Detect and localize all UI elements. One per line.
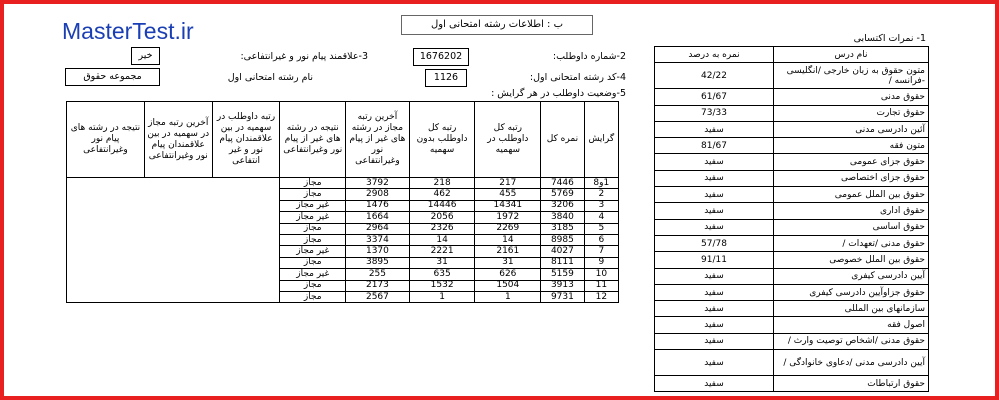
status-header-score: نمره کل [541,102,584,178]
status-cell-last-rank: 3374 [346,234,410,245]
course-name: حقوق جزاوآیین دادرسی کیفری [774,284,929,300]
status-cell-group: 9 [584,257,618,268]
status-cell-score: 9731 [541,291,584,302]
grades-row [655,105,929,121]
course-grade: سفید [655,301,774,317]
status-cell-rank-quota: 14341 [475,200,541,211]
course-name: متون حقوق به زبان خارجی /انگلیسی -فرانسه / [774,63,929,89]
grades-row [655,301,929,317]
course-grade: 91/11 [655,252,774,268]
status-cell-rank-quota: 2269 [475,223,541,234]
status-body [67,178,619,303]
status-cell-score: 5769 [541,189,584,200]
status-cell-result-other: مجاز [280,223,346,234]
course-name: حقوق مدنی [774,89,929,105]
status-cell-last-rank: 2908 [346,189,410,200]
status-cell-score: 3206 [541,200,584,211]
status-cell-rank-quota: 1972 [475,212,541,223]
status-cell-last-rank: 1370 [346,246,410,257]
status-cell-group: 3 [584,200,618,211]
course-name: حقوق ارتباطات [774,376,929,392]
status-cell-result-other: غیر مجاز [280,269,346,280]
course-name: حقوق جزای اختصاصی [774,170,929,186]
status-cell-last-rank: 255 [346,269,410,280]
status-cell-rank-no-quota: 462 [409,189,475,200]
course-grade: سفید [655,121,774,137]
course-grade: سفید [655,219,774,235]
status-cell-result-other: مجاز [280,291,346,302]
course-name: متون فقه [774,138,929,154]
status-cell-group: 12 [584,291,618,302]
course-grade: سفید [655,333,774,349]
grades-row [655,170,929,186]
status-cell-rank-no-quota: 31 [409,257,475,268]
site-logo[interactable]: MasterTest.ir [62,18,194,44]
course-grade: سفید [655,187,774,203]
grades-row [655,284,929,300]
status-cell-last-rank: 2964 [346,223,410,234]
status-cell-rank-no-quota: 14 [409,234,475,245]
status-cell-rank-no-quota: 2221 [409,246,475,257]
status-cell-result-other: مجاز [280,257,346,268]
course-grade: سفید [655,154,774,170]
field-code-label: 4-کد رشته امتحانی اول: [529,72,626,83]
grades-row [655,317,929,333]
course-name: آیین دادرسی مدنی /دعاوی خانوادگی / [774,350,929,376]
grades-row [655,187,929,203]
status-cell-score: 3840 [541,212,584,223]
status-cell-last-rank: 3792 [346,178,410,189]
course-grade: 57/78 [655,235,774,251]
status-cell-rank-no-quota: 14446 [409,200,475,211]
candidate-no-label: 2-شماره داوطلب: [552,51,626,62]
course-name: آیین دادرسی کیفری [774,268,929,284]
status-cell-score: 4027 [541,246,584,257]
status-cell-group: 2 [584,189,618,200]
status-cell-group: 7 [584,246,618,257]
grades-row [655,376,929,392]
course-name: آئین دادرسی مدنی [774,121,929,137]
status-cell-result-other: غیر مجاز [280,246,346,257]
course-grade: سفید [655,376,774,392]
course-grade: سفید [655,350,774,376]
grades-row [655,219,929,235]
status-header-rank-quota: رتبه کل داوطلب در سهمیه [475,102,541,178]
status-cell-group: 4 [584,212,618,223]
status-cell-result-other: غیر مجاز [280,200,346,211]
status-header-rank-pn: رتبه داوطلب در سهمیه در بین علاقمندان پیام نور و غیر انتفاعی [212,102,280,178]
status-cell-result-other: غیر مجاز [280,212,346,223]
payam-noor-value: خیر [131,47,160,65]
status-cell-rank-no-quota: 635 [409,269,475,280]
status-cell-rank-no-quota: 2326 [409,223,475,234]
grades-row [655,89,929,105]
status-cell-last-rank: 3895 [346,257,410,268]
status-cell-score: 7446 [541,178,584,189]
grades-body [655,63,929,392]
status-cell-score: 3185 [541,223,584,234]
grades-section-label: 1- نمرات اکتسابی [853,33,926,44]
section-title: ب : اطلاعات رشته امتحانی اول [401,15,593,35]
course-name: حقوق بین الملل خصوصی [774,252,929,268]
status-cell-group: 1و8 [584,178,618,189]
status-cell-score: 3913 [541,280,584,291]
grades-row [655,203,929,219]
status-cell-rank-no-quota: 1 [409,291,475,302]
status-cell-rank-quota: 626 [475,269,541,280]
grades-row [655,154,929,170]
grades-row [655,268,929,284]
grades-row [655,235,929,251]
status-header-rank-no-quota: رتبه کل داوطلب بدون سهمیه [409,102,475,178]
grades-row [655,252,929,268]
status-row [67,178,619,189]
status-cell-rank-no-quota: 218 [409,178,475,189]
status-cell-group: 6 [584,234,618,245]
field-name-label: نام رشته امتحانی اول [227,72,313,83]
status-pn-empty-area [67,178,280,303]
course-grade: سفید [655,268,774,284]
status-cell-group: 10 [584,269,618,280]
status-header-row [67,102,619,178]
course-grade: سفید [655,170,774,186]
grades-row [655,350,929,376]
course-name: اصول فقه [774,317,929,333]
field-name-value: مجموعه حقوق [65,68,160,86]
status-cell-result-other: مجاز [280,178,346,189]
status-header-group: گرایش [584,102,618,178]
grades-table [654,46,929,392]
grades-header-course: نام درس [774,47,929,63]
grades-row [655,138,929,154]
course-name: حقوق تجارت [774,105,929,121]
course-grade: 42/22 [655,63,774,89]
status-cell-last-rank: 1476 [346,200,410,211]
course-name: حقوق اداری [774,203,929,219]
course-name: حقوق اساسی [774,219,929,235]
candidate-no-value: 1676202 [413,48,469,66]
course-grade: 81/67 [655,138,774,154]
status-cell-rank-quota: 1504 [475,280,541,291]
status-cell-result-other: مجاز [280,189,346,200]
grades-row [655,63,929,89]
status-cell-group: 5 [584,223,618,234]
grades-row [655,333,929,349]
status-cell-last-rank: 1664 [346,212,410,223]
payam-noor-label: 3-علاقمند پیام نور و غیرانتفاعی: [240,51,368,62]
status-cell-rank-quota: 455 [475,189,541,200]
status-cell-group: 11 [584,280,618,291]
status-cell-score: 5159 [541,269,584,280]
status-cell-score: 8985 [541,234,584,245]
status-cell-rank-quota: 2161 [475,246,541,257]
status-cell-rank-quota: 217 [475,178,541,189]
course-name: حقوق بین الملل عمومی [774,187,929,203]
status-cell-score: 8111 [541,257,584,268]
field-code-value: 1126 [425,69,467,87]
status-header-last-rank: آخرین رتبه مجاز در رشته های غیر از پیام نور وغیرانتفاعی [346,102,410,178]
status-cell-rank-quota: 1 [475,291,541,302]
status-cell-last-rank: 2173 [346,280,410,291]
course-grade: 73/33 [655,105,774,121]
course-grade: 61/67 [655,89,774,105]
grades-row [655,121,929,137]
status-cell-rank-no-quota: 1532 [409,280,475,291]
course-name: حقوق مدنی /اشخاص توصیت وارث / [774,333,929,349]
course-grade: سفید [655,317,774,333]
status-header-result-pn: نتیجه در رشته های پیام نور وغیرانتفاعی [67,102,145,178]
status-cell-rank-quota: 31 [475,257,541,268]
course-grade: سفید [655,284,774,300]
status-cell-rank-no-quota: 2056 [409,212,475,223]
course-name: حقوق جزای عمومی [774,154,929,170]
status-cell-rank-quota: 14 [475,234,541,245]
status-section-label: 5-وضعیت داوطلب در هر گرایش : [491,88,626,99]
status-cell-last-rank: 2567 [346,291,410,302]
course-grade: سفید [655,203,774,219]
status-header-result-other: نتیجه در رشته های غیر از پیام نور وغیرانتفاعی [280,102,346,178]
status-cell-result-other: مجاز [280,280,346,291]
grades-header-row [655,47,929,63]
status-header-last-rank-pn: آخرین رتبه مجاز در سهمیه در بین علاقمندان پیام نور وغیرانتفاعی [144,102,212,178]
grades-header-percent: نمره به درصد [655,47,774,63]
course-name: حقوق مدنی /تعهدات / [774,235,929,251]
status-table [66,101,619,303]
status-cell-result-other: مجاز [280,234,346,245]
course-name: سازمانهای بین المللی [774,301,929,317]
